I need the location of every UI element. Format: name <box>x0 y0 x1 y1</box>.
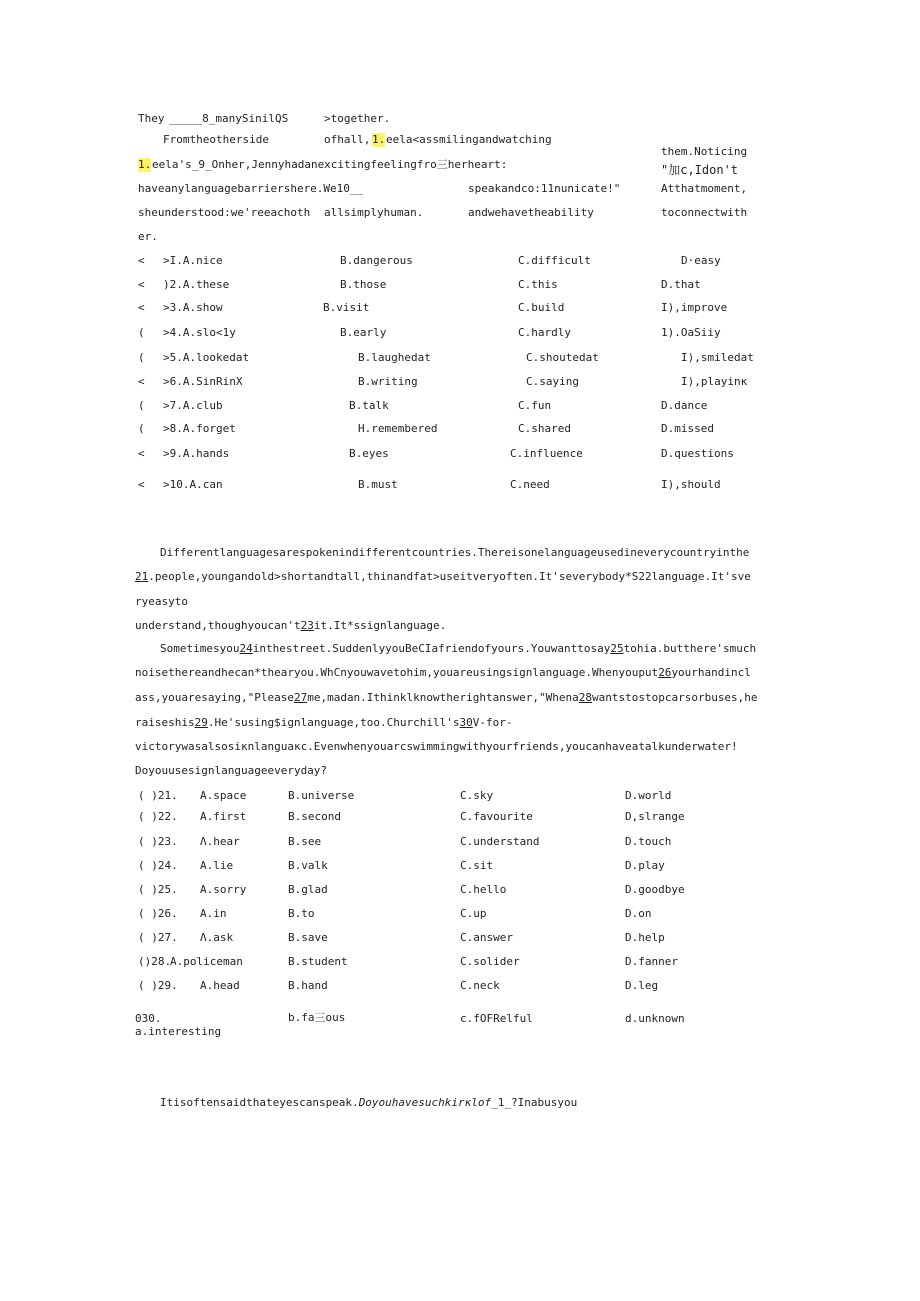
option-d: D.play <box>625 859 665 872</box>
option-b: B.dangerous <box>340 254 413 267</box>
p2-line2 <box>135 570 751 584</box>
option-d: D.questions <box>661 447 734 460</box>
option-d: D·easy <box>681 254 721 267</box>
p2-line8-c: V-for- <box>472 716 513 729</box>
option-a: A.in <box>200 907 227 920</box>
blank-21: 21 <box>135 570 149 583</box>
option-b: B.laughedat <box>358 351 431 364</box>
p1-line6: er. <box>138 230 158 243</box>
option-c: C.sit <box>460 859 494 872</box>
answer-paren: < <box>138 254 145 267</box>
p1-line3-highlight: 1. <box>138 158 152 171</box>
option-c: C.understand <box>460 835 540 848</box>
p1-line2-b: ofhall, <box>324 133 371 146</box>
p1-line5-b: allsimplyhuman. <box>324 206 424 219</box>
option-a: >7.A.club <box>163 399 223 412</box>
option-a: Λ.hear <box>200 835 240 848</box>
answer-paren: ( <box>138 351 145 364</box>
option-b: B.glad <box>288 883 328 896</box>
p2-line4-a: understand,thoughyoucan't <box>135 619 301 632</box>
option-b: B.visit <box>323 301 370 314</box>
p1-line4-a: haveanylanguagebarriershere.We10__ <box>138 182 364 195</box>
option-c: C.shared <box>518 422 571 435</box>
question-number: ( )26. <box>138 907 178 920</box>
p2-line2-text: .people,youngandold>shortandtall,thinandfat>useitveryoften.It'severybody*S22language.It'sve <box>148 570 751 583</box>
question-number: ()28. <box>138 955 172 968</box>
option-c: C.need <box>510 478 550 491</box>
p1-line2-c: eela<assmilingandwatching <box>386 133 552 146</box>
option-b: B.talk <box>349 399 389 412</box>
p2-line6 <box>135 666 751 680</box>
option-a: >10.A.can <box>163 478 223 491</box>
blank-25: 25 <box>610 642 624 655</box>
option-d: D.fanner <box>625 955 678 968</box>
option-b: B.hand <box>288 979 328 992</box>
blank-23: 23 <box>300 619 314 632</box>
p2-line5 <box>160 642 756 656</box>
option-a: >8.A.forget <box>163 422 236 435</box>
p3-line1-a: Itisoftensaidthateyescanspeak. <box>160 1096 359 1109</box>
p2-line8-b: .He'susing$ignlanguage,too.Churchill's <box>207 716 460 729</box>
p1-line1-b: >together. <box>324 112 391 125</box>
option-b: H.remembered <box>358 422 438 435</box>
option-b: B.those <box>340 278 387 291</box>
p1-line2-a: Fromtheotherside <box>163 133 269 146</box>
p2-line8 <box>135 716 513 730</box>
option-b: B.second <box>288 810 341 823</box>
option-d: D.leg <box>625 979 659 992</box>
option-a: A.policeman <box>170 955 243 968</box>
p1-line4-b: speakandco:11nunicate!" <box>468 182 621 195</box>
option-a: >6.A.SinRinX <box>163 375 243 388</box>
blank-28: 28 <box>578 691 592 704</box>
question-number: ( )27. <box>138 931 178 944</box>
option-c: C.difficult <box>518 254 591 267</box>
question-number: 030. <box>135 1012 162 1025</box>
option-b: B.early <box>340 326 387 339</box>
question-number: ( )21. <box>138 789 178 802</box>
option-d: I),playinκ <box>681 375 748 388</box>
option-d: D.that <box>661 278 701 291</box>
p2-line9: victorywasalsosiκnlanguaκc.Evenwhenyouarcswimmingwithyourfriends,youcanhaveatalkunderwater! <box>135 740 738 753</box>
option-d: D.on <box>625 907 652 920</box>
p3-line1-c: _1_?Inabusyou <box>491 1096 578 1109</box>
option-b: B.writing <box>358 375 418 388</box>
question-number: ( )23. <box>138 835 178 848</box>
p1-line1-a: They <box>138 112 165 125</box>
question-number: ( )24. <box>138 859 178 872</box>
p1-right-4: toconnectwith <box>661 206 748 219</box>
option-c: C.saying <box>526 375 579 388</box>
option-d: D.help <box>625 931 665 944</box>
p1-line5-a: sheunderstood:we'reeachoth <box>138 206 311 219</box>
blank-24: 24 <box>239 642 253 655</box>
p2-line10: Doyouusesignlanguageeveryday? <box>135 764 328 777</box>
option-a: a.interesting <box>135 1025 222 1038</box>
p1-line3-a: eela's_9_Onher,Jennyhadanexcitingfeelingfro三herheart: <box>152 158 508 171</box>
option-b: B.valk <box>288 859 328 872</box>
option-d: D.touch <box>625 835 672 848</box>
option-a: >4.A.slo<1y <box>163 326 236 339</box>
p2-line8-a: raiseshis <box>135 716 195 729</box>
p2-line3: ryeasyto <box>135 595 188 608</box>
answer-paren: < <box>138 447 145 460</box>
option-d: 1).OaSiiy <box>661 326 721 339</box>
option-a: )2.A.these <box>163 278 230 291</box>
question-number: ( )22. <box>138 810 178 823</box>
option-b: B.universe <box>288 789 355 802</box>
option-d: D.world <box>625 789 672 802</box>
p2-line6-b: yourhandincl <box>671 666 751 679</box>
p2-line6-a: noisethereandhecan*thearyou.WhCnyouwavetohim,youareusingsignlanguage.Whenyouput <box>135 666 659 679</box>
option-c: C.hello <box>460 883 507 896</box>
option-a: A.sorry <box>200 883 247 896</box>
answer-paren: < <box>138 478 145 491</box>
option-c: C.sky <box>460 789 494 802</box>
option-c: C.answer <box>460 931 513 944</box>
answer-paren: < <box>138 301 145 314</box>
p1-line1-blank: _____8_manySinilQS <box>169 112 289 125</box>
p2-line4 <box>135 619 446 633</box>
p2-line5-b: inthestreet.SuddenlyyouBeCIafriendofyours.Youwanttosay <box>252 642 611 655</box>
answer-paren: < <box>138 278 145 291</box>
option-d: D.goodbye <box>625 883 685 896</box>
option-d: D.dance <box>661 399 708 412</box>
option-b: B.must <box>358 478 398 491</box>
p2-line1: Differentlanguagesarespokenindifferentcountries.Thereisonelanguageusedineverycountryinthe <box>160 546 750 559</box>
blank-30: 30 <box>459 716 473 729</box>
option-a: A.space <box>200 789 247 802</box>
option-b: B.student <box>288 955 348 968</box>
answer-paren: ( <box>138 422 145 435</box>
option-c: C.neck <box>460 979 500 992</box>
p2-line7-c: wantstostopcarsorbuses,he <box>591 691 758 704</box>
option-d: D.missed <box>661 422 714 435</box>
option-b: B.see <box>288 835 322 848</box>
p2-line7-b: me,madan.Ithinklknowtherightanswer,"Whena <box>307 691 579 704</box>
blank-26: 26 <box>658 666 672 679</box>
option-d: I),should <box>661 478 721 491</box>
p1-right-3: Atthatmoment, <box>661 182 748 195</box>
option-c: c.fOFRelful <box>460 1012 533 1025</box>
option-a: A.head <box>200 979 240 992</box>
option-c: C.hardly <box>518 326 571 339</box>
option-c: C.solider <box>460 955 520 968</box>
option-b: b.fa三ous <box>288 1011 346 1024</box>
blank-29: 29 <box>194 716 208 729</box>
option-d: I),improve <box>661 301 728 314</box>
option-a: >9.A.hands <box>163 447 230 460</box>
p3-line1-b: Doyouhavesuchkirκlof <box>358 1096 492 1109</box>
option-b: B.eyes <box>349 447 389 460</box>
p1-line2-highlight: 1. <box>372 133 386 146</box>
question-number: ( )25. <box>138 883 178 896</box>
option-c: C.this <box>518 278 558 291</box>
option-a: >5.A.lookedat <box>163 351 250 364</box>
option-c: C.up <box>460 907 487 920</box>
option-c: C.influence <box>510 447 583 460</box>
option-a: Λ.ask <box>200 931 234 944</box>
p1-right-2: "加c,Idon't <box>661 163 739 177</box>
option-a: >I.A.nice <box>163 254 223 267</box>
option-c: C.shoutedat <box>526 351 599 364</box>
p1-right-1: them.Noticing <box>661 145 748 158</box>
option-b: B.to <box>288 907 315 920</box>
option-c: C.build <box>518 301 565 314</box>
question-number: ( )29. <box>138 979 178 992</box>
p2-line7 <box>135 691 758 705</box>
option-a: >3.A.show <box>163 301 223 314</box>
option-d: d.unknown <box>625 1012 685 1025</box>
option-c: C.fun <box>518 399 552 412</box>
blank-27: 27 <box>293 691 308 704</box>
p2-line5-a: Sometimesyou <box>160 642 240 655</box>
option-b: B.save <box>288 931 328 944</box>
answer-paren: < <box>138 375 145 388</box>
option-d: I),smiledat <box>681 351 754 364</box>
option-d: D,slrange <box>625 810 685 823</box>
p2-line7-a: ass,youaresaying,"Please <box>135 691 294 704</box>
option-a: A.first <box>200 810 247 823</box>
p1-line5-c: andwehavetheability <box>468 206 594 219</box>
p2-line5-c: tohia.butthere'smuch <box>623 642 757 655</box>
option-c: C.favourite <box>460 810 533 823</box>
answer-paren: ( <box>138 326 145 339</box>
p3-line1 <box>160 1096 577 1110</box>
option-a: A.lie <box>200 859 234 872</box>
answer-paren: ( <box>138 399 145 412</box>
p2-line4-b: it.It*ssignlanguage. <box>313 619 447 632</box>
